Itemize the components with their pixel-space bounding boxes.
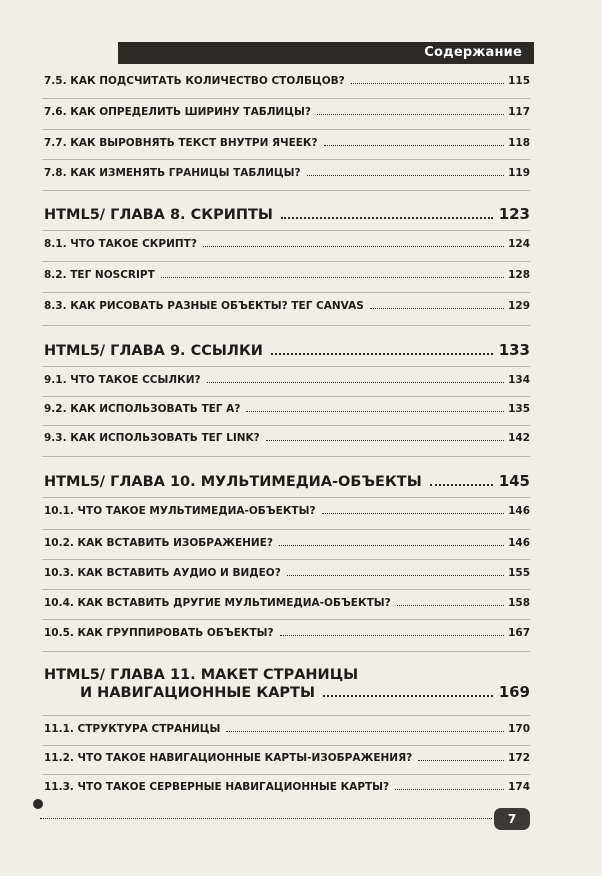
- toc-entry-title: 10.1. ЧТО ТАКОЕ МУЛЬТИМЕДИА-ОБЪЕКТЫ?: [44, 505, 316, 517]
- dot-leader: [307, 175, 504, 176]
- toc-entry-title: 10.4. КАК ВСТАВИТЬ ДРУГИЕ МУЛЬТИМЕДИА-ОБЪЕКТЫ?: [44, 597, 391, 609]
- separator-rule: [42, 129, 530, 130]
- toc-entry-page: 158: [508, 597, 530, 609]
- dot-leader: [271, 353, 493, 355]
- footer-dot-leader: [40, 818, 492, 819]
- toc-entry-title: 7.6. КАК ОПРЕДЕЛИТЬ ШИРИНУ ТАБЛИЦЫ?: [44, 106, 311, 118]
- separator-rule: [42, 261, 530, 262]
- toc-entry[interactable]: [44, 432, 530, 444]
- separator-rule: [42, 456, 530, 457]
- toc-entry[interactable]: [44, 537, 530, 549]
- dot-leader: [317, 114, 504, 115]
- separator-rule: [42, 497, 530, 498]
- dot-leader: [370, 308, 504, 309]
- toc-entry[interactable]: [44, 300, 530, 312]
- toc-chapter-heading[interactable]: [44, 472, 530, 490]
- toc-entry-page: 115: [508, 75, 530, 87]
- toc-entry[interactable]: [44, 238, 530, 250]
- toc-entry-title: 10.3. КАК ВСТАВИТЬ АУДИО И ВИДЕО?: [44, 567, 281, 579]
- toc-entry-title: 10.5. КАК ГРУППИРОВАТЬ ОБЪЕКТЫ?: [44, 627, 274, 639]
- dot-leader: [161, 277, 504, 278]
- toc-entry[interactable]: [44, 75, 530, 87]
- toc-entry-page: 142: [508, 432, 530, 444]
- chapter-title-line-1: HTML5/ ГЛАВА 11. МАКЕТ СТРАНИЦЫ: [44, 667, 359, 683]
- toc-entry-page: 134: [508, 374, 530, 386]
- dot-leader: [395, 789, 504, 790]
- dot-leader: [281, 217, 493, 219]
- separator-rule: [42, 651, 530, 652]
- toc-entry[interactable]: [44, 374, 530, 386]
- toc-entry[interactable]: [44, 137, 530, 149]
- chapter-title-line-2-row: [44, 683, 530, 701]
- separator-rule: [42, 325, 530, 326]
- toc-entry[interactable]: [44, 781, 530, 793]
- separator-rule: [42, 559, 530, 560]
- toc-entry[interactable]: [44, 597, 530, 609]
- toc-entry-title: 7.8. КАК ИЗМЕНЯТЬ ГРАНИЦЫ ТАБЛИЦЫ?: [44, 167, 301, 179]
- chapter-title: HTML5/ ГЛАВА 9. ССЫЛКИ: [44, 343, 263, 359]
- toc-chapter-heading[interactable]: [44, 341, 530, 359]
- toc-entry-page: 146: [508, 505, 530, 517]
- toc-entry-title: 11.1. СТРУКТУРА СТРАНИЦЫ: [44, 723, 221, 735]
- dot-leader: [266, 440, 504, 441]
- separator-rule: [42, 589, 530, 590]
- chapter-page: 169: [498, 683, 530, 701]
- toc-entry[interactable]: [44, 403, 530, 415]
- toc-entry-page: 155: [508, 567, 530, 579]
- toc-entry-page: 170: [508, 723, 530, 735]
- toc-entry-title: 11.2. ЧТО ТАКОЕ НАВИГАЦИОННЫЕ КАРТЫ-ИЗОБРАЖЕНИЯ?: [44, 752, 413, 764]
- page-number-tab: [494, 808, 530, 830]
- separator-rule: [42, 529, 530, 530]
- dot-leader: [280, 635, 504, 636]
- toc-entry-page: 167: [508, 627, 530, 639]
- toc-entry-title: 7.7. КАК ВЫРОВНЯТЬ ТЕКСТ ВНУТРИ ЯЧЕЕК?: [44, 137, 318, 149]
- toc-entry-page: 172: [508, 752, 530, 764]
- toc-entry-title: 9.1. ЧТО ТАКОЕ ССЫЛКИ?: [44, 374, 201, 386]
- separator-rule: [42, 366, 530, 367]
- separator-rule: [42, 715, 530, 716]
- separator-rule: [42, 190, 530, 191]
- dot-leader: [418, 760, 504, 761]
- toc-chapter-heading[interactable]: [44, 667, 530, 701]
- separator-rule: [42, 396, 530, 397]
- toc-entry-page: 124: [508, 238, 530, 250]
- toc-entry-page: 129: [508, 300, 530, 312]
- footer-bullet: [33, 799, 43, 809]
- toc-entry-page: 174: [508, 781, 530, 793]
- dot-leader: [226, 731, 504, 732]
- dot-leader: [324, 145, 504, 146]
- toc-entry-page: 128: [508, 269, 530, 281]
- toc-entry[interactable]: [44, 106, 530, 118]
- toc-entry-page: 119: [508, 167, 530, 179]
- toc-entry-title: 8.2. ТЕГ NOSCRIPT: [44, 269, 155, 281]
- dot-leader: [246, 411, 504, 412]
- dot-leader: [279, 545, 504, 546]
- toc-entry[interactable]: [44, 167, 530, 179]
- dot-leader: [397, 605, 504, 606]
- toc-entry[interactable]: [44, 752, 530, 764]
- toc-entry[interactable]: [44, 269, 530, 281]
- toc-entry-page: 118: [508, 137, 530, 149]
- chapter-page: 145: [498, 472, 530, 490]
- toc-entry-title: 9.3. КАК ИСПОЛЬЗОВАТЬ ТЕГ LINK?: [44, 432, 260, 444]
- toc-entry-page: 135: [508, 403, 530, 415]
- separator-rule: [42, 745, 530, 746]
- toc-entry[interactable]: [44, 505, 530, 517]
- toc-entry[interactable]: [44, 567, 530, 579]
- toc-entry-title: 11.3. ЧТО ТАКОЕ СЕРВЕРНЫЕ НАВИГАЦИОННЫЕ КАРТЫ?: [44, 781, 390, 793]
- chapter-title-line-2: И НАВИГАЦИОННЫЕ КАРТЫ: [80, 685, 315, 701]
- dot-leader: [430, 484, 493, 486]
- separator-rule: [42, 774, 530, 775]
- toc-chapter-heading[interactable]: [44, 205, 530, 223]
- separator-rule: [42, 159, 530, 160]
- toc-entry-title: 8.1. ЧТО ТАКОЕ СКРИПТ?: [44, 238, 197, 250]
- dot-leader: [287, 575, 504, 576]
- section-title: Содержание: [424, 45, 522, 60]
- separator-rule: [42, 98, 530, 99]
- dot-leader: [203, 246, 504, 247]
- dot-leader: [207, 382, 505, 383]
- toc-entry-title: 8.3. КАК РИСОВАТЬ РАЗНЫЕ ОБЪЕКТЫ? ТЕГ CANVAS: [44, 300, 364, 312]
- toc-entry-title: 9.2. КАК ИСПОЛЬЗОВАТЬ ТЕГ А?: [44, 403, 241, 415]
- toc-entry[interactable]: [44, 723, 530, 735]
- separator-rule: [42, 230, 530, 231]
- chapter-page: 123: [498, 205, 530, 223]
- section-header-bar: [118, 42, 534, 64]
- chapter-page: 133: [498, 341, 530, 359]
- page-number: 7: [507, 812, 517, 826]
- separator-rule: [42, 619, 530, 620]
- toc-entry-title: 10.2. КАК ВСТАВИТЬ ИЗОБРАЖЕНИЕ?: [44, 537, 273, 549]
- dot-leader: [323, 695, 493, 697]
- toc-entry[interactable]: [44, 627, 530, 639]
- dot-leader: [351, 83, 504, 84]
- toc-entry-page: 146: [508, 537, 530, 549]
- chapter-title: HTML5/ ГЛАВА 10. МУЛЬТИМЕДИА-ОБЪЕКТЫ: [44, 474, 422, 490]
- separator-rule: [42, 292, 530, 293]
- separator-rule: [42, 425, 530, 426]
- toc-entry-title: 7.5. КАК ПОДСЧИТАТЬ КОЛИЧЕСТВО СТОЛБЦОВ?: [44, 75, 345, 87]
- dot-leader: [322, 513, 505, 514]
- toc-entry-page: 117: [508, 106, 530, 118]
- chapter-title: HTML5/ ГЛАВА 8. СКРИПТЫ: [44, 207, 273, 223]
